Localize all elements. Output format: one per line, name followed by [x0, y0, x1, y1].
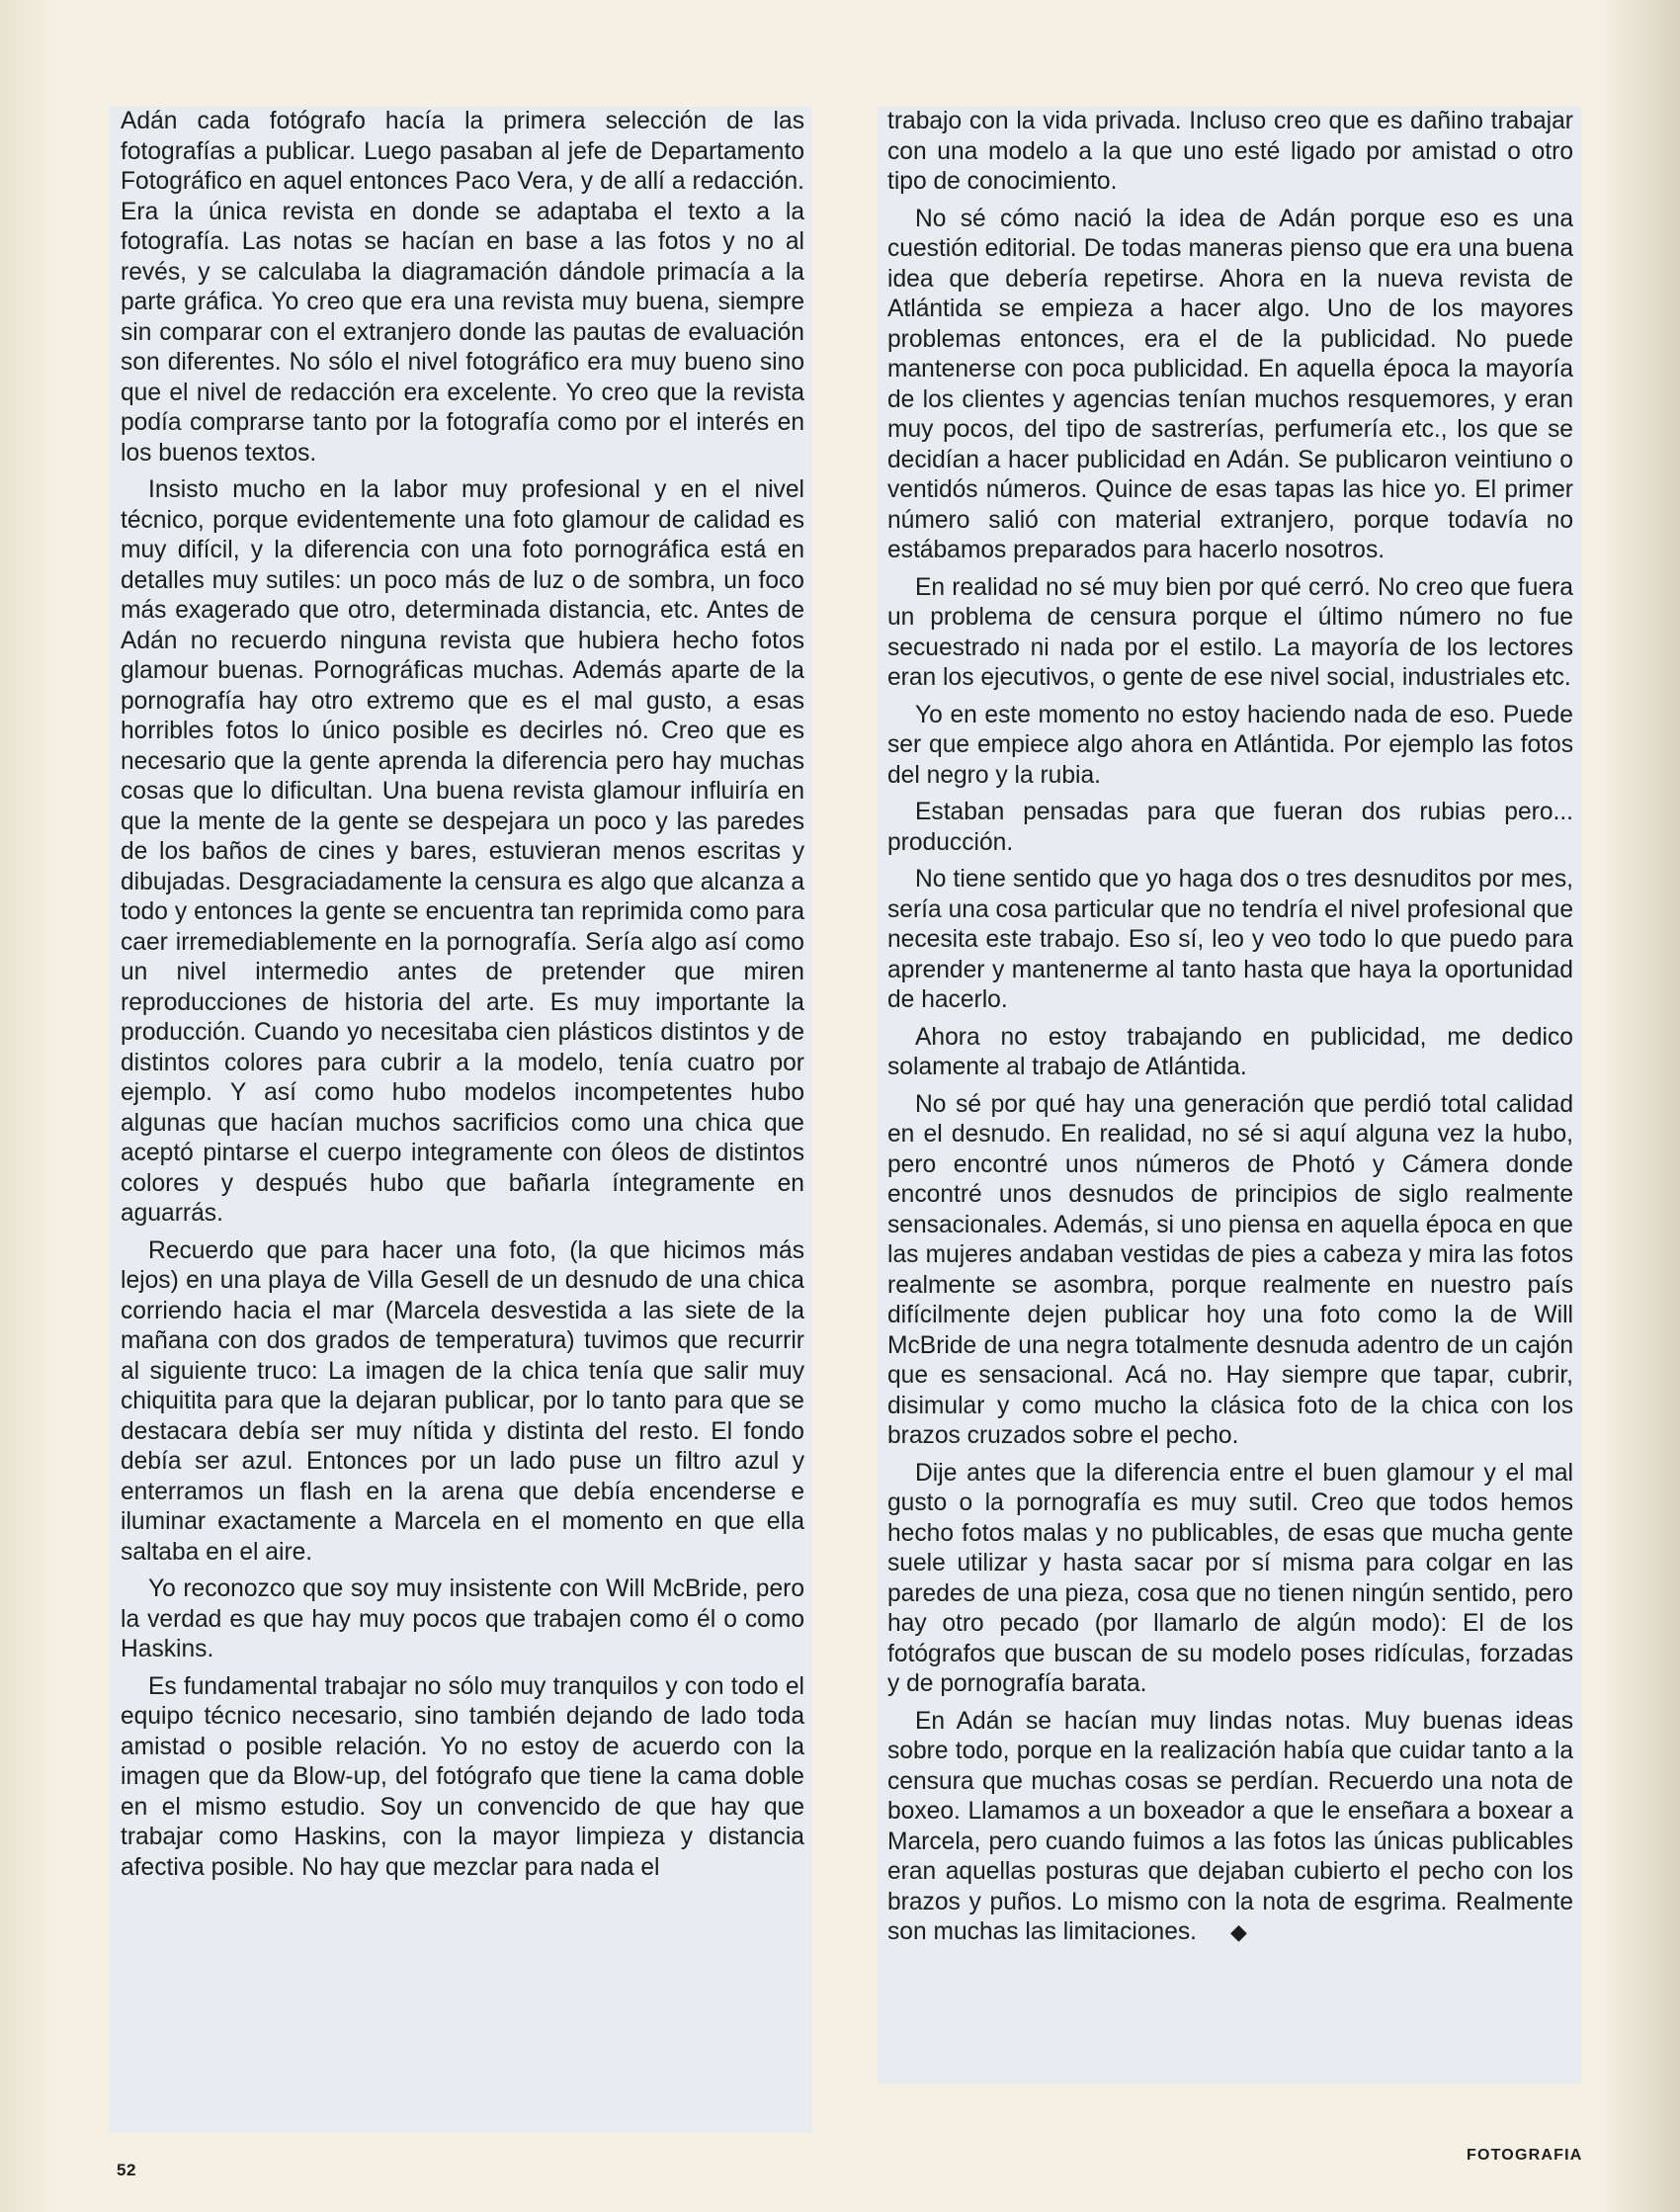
- paragraph: Dije antes que la diferencia entre el buen glamour y el mal gusto o la pornografía es muy sutil. Creo que todos hemos hecho fotos malas y no publicables, de esas que mucha gente suele utilizar y hasta sacar por sí misma para colgar en las paredes de una pieza, cosa que no tienen ningún sentido, pero hay otro pecado (por llamarlo de algún modo): El de los fotógrafos que buscan de su modelo poses ridículas, forzadas y de pornografía barata.: [887, 1459, 1573, 1697]
- paragraph: No sé por qué hay una generación que perdió total calidad en el desnudo. En realidad, no sé si aquí alguna vez la hubo, pero encontré unos números de Photó y Cámera donde encontré unos desnudos de principios de siglo realmente sensacionales. Además, si uno piensa en aquella época en que las mujeres andaban vestidas de pies a cabeza y mira las fotos realmente se asombra, porque realmente en nuestro país difícilmente dejen publicar hoy una foto como la de Will McBride de una negra totalmente desnuda adentro de un cajón que es sensacional. Acá no. Hay siempre que tapar, cubrir, disimular y como mucho la clásica foto de la chica con los brazos cruzados sobre el pecho.: [887, 1090, 1573, 1449]
- article-column-left: [109, 107, 812, 2133]
- paragraph: Ahora no estoy trabajando en publicidad, me dedico solamente al trabajo de Atlántida.: [887, 1023, 1573, 1080]
- publication-title: FOTOGRAFIA: [1467, 2147, 1583, 2164]
- paragraph: trabajo con la vida privada. Incluso creo que es dañino trabajar con una modelo a la que uno esté ligado por amistad o otro tipo de conocimiento.: [887, 108, 1573, 195]
- paragraph: Recuerdo que para hacer una foto, (la que hicimos más lejos) en una playa de Villa Gesell de un desnudo de una chica corriendo hacia el mar (Marcela desvestida a las siete de la mañana con dos grados de temperatura) tuvimos que recurrir al siguiente truco: La imagen de la chica tenía que salir muy chiquitita para que la dejaran publicar, por lo tanto para que se destacara debía ser muy nítida y distinta del resto. El fondo debía ser azul. Entonces por un lado puse un filtro azul y enterramos un flash en la arena que debía encenderse e iluminar exactamente a Marcela en el momento en que ella saltaba en el aire.: [121, 1236, 804, 1566]
- paragraph: Adán cada fotógrafo hacía la primera selección de las fotografías a publicar. Luego pasaban al jefe de Departamento Fotográfico en aquel entonces Paco Vera, y de allí a redacción. Era la única revista en donde se adaptaba el texto a la fotografía. Las notas se hacían en base a las fotos y no al revés, y se calculaba la diagramación dándole primacía a la parte gráfica. Yo creo que era una revista muy buena, siempre sin comparar con el extranjero donde las pautas de evaluación son diferentes. No sólo el nivel fotográfico era muy bueno sino que el nivel de redacción era excelente. Yo creo que la revista podía comprarse tanto por la fotografía como por el interés en los buenos textos.: [121, 108, 804, 467]
- paragraph: Yo en este momento no estoy haciendo nada de eso. Puede ser que empiece algo ahora en Atlántida. Por ejemplo las fotos del negro y la rubia.: [887, 701, 1573, 789]
- page-number: 52: [117, 2161, 136, 2179]
- paragraph-text: En Adán se hacían muy lindas notas. Muy buenas ideas sobre todo, porque en la realización había que cuidar tanto a la censura que muchas cosas se perdían. Recuerdo una nota de boxeo. Llamamos a un boxeador a que le enseñara a boxear a Marcela, pero cuando fuimos a las fotos las únicas publicables eran aquellas posturas que dejaban cubierto el pecho con los brazos y puños. Lo mismo con la nota de esgrima. Realmente son muchas las limitaciones.: [887, 1707, 1573, 1945]
- paragraph: Estaban pensadas para que fueran dos rubias pero... producción.: [887, 799, 1573, 856]
- paragraph: Es fundamental trabajar no sólo muy tranquilos y con todo el equipo técnico necesario, sino también dejando de lado toda amistad o posible relación. Yo no estoy de acuerdo con la imagen que da Blow-up, del fotógrafo que tiene la cama doble en el mismo estudio. Soy un convencido de que hay que trabajar como Haskins, con la mayor limpieza y distancia afectiva posible. No hay que mezclar para nada el: [121, 1672, 804, 1881]
- paragraph-last: [887, 1707, 1573, 1948]
- paragraph: Insisto mucho en la labor muy profesional y en el nivel técnico, porque evidentemente una foto glamour de calidad es muy difícil, y la diferencia con una foto pornográfica está en detalles muy sutiles: un poco más de luz o de sombra, un foco más exagerado que otro, determinada distancia, etc. Antes de Adán no recuerdo ninguna revista que hubiera hecho fotos glamour buenas. Pornográficas muchas. Además aparte de la pornografía hay otro extremo que es el mal gusto, a esas horribles fotos lo único posible es decirles nó. Creo que es necesario que la gente aprenda la diferencia pero hay muchas cosas que lo dificultan. Una buena revista glamour influiría en que la mente de la gente se despejara un poco y las paredes de los baños de cines y bares, estuvieran menos escritas y dibujadas. Desgraciadamente la censura es algo que alcanza a todo y entonces la gente se encuentra tan reprimida como para caer irremediablemente en la pornografía. Sería algo así como un nivel intermedio antes de pretender que miren reproducciones de historia del arte. Es muy importante la producción. Cuando yo necesitaba cien plásticos distintos y de distintos colores para cubrir a la modelo, tenía cuatro por ejemplo. Y así como hubo modelos incompetentes hubo algunas que hacían muchos sacrificios como una chica que aceptó pintarse el cuerpo integramente con óleos de distintos colores y después hubo que bañarla íntegramente en aguarrás.: [121, 476, 804, 1227]
- article-column-right: [878, 107, 1581, 2084]
- paragraph: No tiene sentido que yo haga dos o tres desnuditos por mes, sería una cosa particular que no tendría el nivel profesional que necesita este trabajo. Eso sí, leo y veo todo lo que puedo para aprender y mantenerme al tanto hasta que haya la oportunidad de hacerlo.: [887, 866, 1573, 1013]
- paragraph: No sé cómo nació la idea de Adán porque eso es una cuestión editorial. De todas maneras pienso que era una buena idea que debería repetirse. Ahora en la nueva revista de Atlántida se empieza a hacer algo. Uno de los mayores problemas entonces, era el de la publicidad. No puede mantenerse con poca publicidad. En aquella época la mayoría de los clientes y agencias tenían muchos resquemores, y eran muy pocos, del tipo de sastrerías, perfumería etc., los que se decidían a hacer publicidad en Adán. Se publicaron veintiuno o ventidós números. Quince de esas tapas las hice yo. El primer número salió con material extranjero, porque todavía no estábamos preparados para hacerlo nosotros.: [887, 205, 1573, 563]
- end-mark-icon: ◆: [1230, 1919, 1247, 1944]
- paragraph: En realidad no sé muy bien por qué cerró. No creo que fuera un problema de censura porque el último número no fue secuestrado ni nada por el estilo. La mayoría de los lectores eran los ejecutivos, o gente de ese nivel social, industriales etc.: [887, 573, 1573, 691]
- paragraph: Yo reconozco que soy muy insistente con Will McBride, pero la verdad es que hay muy pocos que trabajen como él o como Haskins.: [121, 1575, 804, 1662]
